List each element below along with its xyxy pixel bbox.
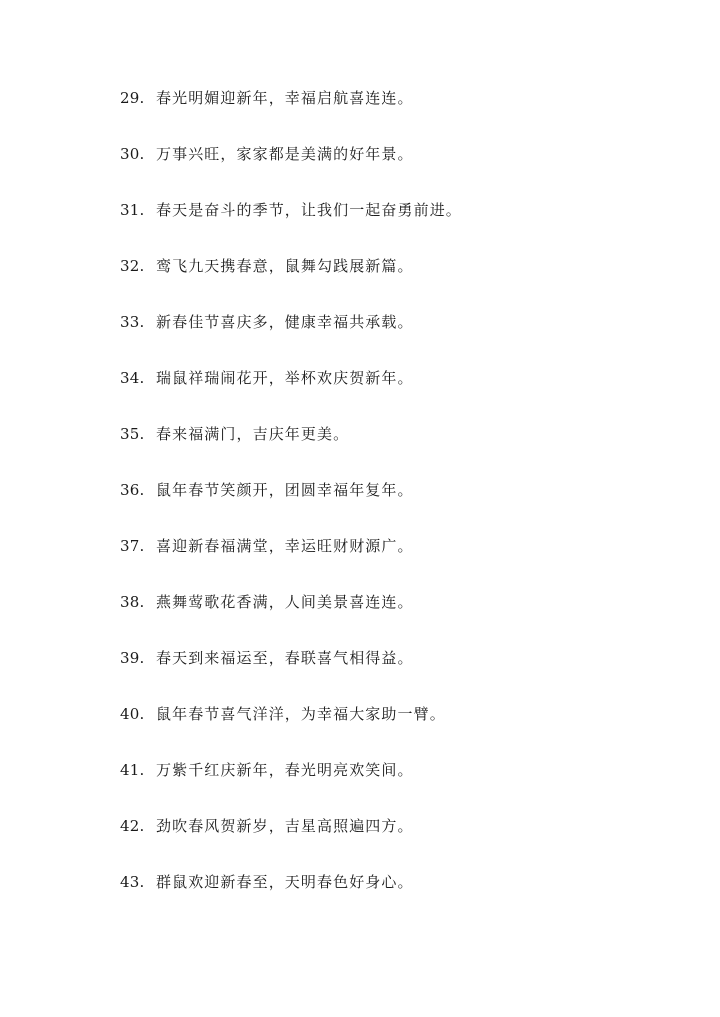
list-item — [120, 252, 680, 308]
list-item — [120, 420, 680, 476]
item-number: 41. — [120, 761, 145, 779]
item-number: 35. — [120, 425, 145, 443]
item-text: 鼠年春节喜气洋洋，为幸福大家助一臂。 — [156, 705, 446, 723]
list-item — [120, 476, 680, 532]
item-number: 31. — [120, 201, 145, 219]
item-text: 春天是奋斗的季节，让我们一起奋勇前进。 — [156, 201, 462, 219]
item-text: 劲吹春风贺新岁，吉星高照遍四方。 — [156, 817, 414, 835]
item-text: 春光明媚迎新年，幸福启航喜连连。 — [156, 89, 414, 107]
item-text: 瑞鼠祥瑞闹花开，举杯欢庆贺新年。 — [156, 369, 414, 387]
list-item — [120, 532, 680, 588]
list-item — [120, 756, 680, 812]
list-item — [120, 588, 680, 644]
item-number: 30. — [120, 145, 145, 163]
item-number: 43. — [120, 873, 145, 891]
item-text: 春天到来福运至，春联喜气相得益。 — [156, 649, 414, 667]
item-number: 39. — [120, 649, 145, 667]
item-text: 鼠年春节笑颜开，团圆幸福年复年。 — [156, 481, 414, 499]
list-item — [120, 84, 680, 140]
item-number: 34. — [120, 369, 145, 387]
item-text: 新春佳节喜庆多，健康幸福共承载。 — [156, 313, 414, 331]
item-number: 36. — [120, 481, 145, 499]
item-number: 37. — [120, 537, 145, 555]
item-number: 40. — [120, 705, 145, 723]
list-item — [120, 868, 680, 924]
item-text: 群鼠欢迎新春至，天明春色好身心。 — [156, 873, 414, 891]
item-text: 喜迎新春福满堂，幸运旺财财源广。 — [156, 537, 414, 555]
list-item — [120, 700, 680, 756]
list-item — [120, 196, 680, 252]
item-number: 42. — [120, 817, 145, 835]
list-item — [120, 644, 680, 700]
list-item — [120, 812, 680, 868]
list-item — [120, 140, 680, 196]
numbered-list — [120, 84, 680, 924]
item-number: 38. — [120, 593, 145, 611]
item-text: 燕舞莺歌花香满，人间美景喜连连。 — [156, 593, 414, 611]
item-text: 鸾飞九天携春意，鼠舞勾践展新篇。 — [156, 257, 414, 275]
list-item — [120, 308, 680, 364]
item-text: 万事兴旺，家家都是美满的好年景。 — [156, 145, 414, 163]
item-text: 春来福满门，吉庆年更美。 — [156, 425, 350, 443]
item-number: 29. — [120, 89, 145, 107]
item-number: 32. — [120, 257, 145, 275]
item-number: 33. — [120, 313, 145, 331]
list-item — [120, 364, 680, 420]
item-text: 万紫千红庆新年，春光明亮欢笑间。 — [156, 761, 414, 779]
